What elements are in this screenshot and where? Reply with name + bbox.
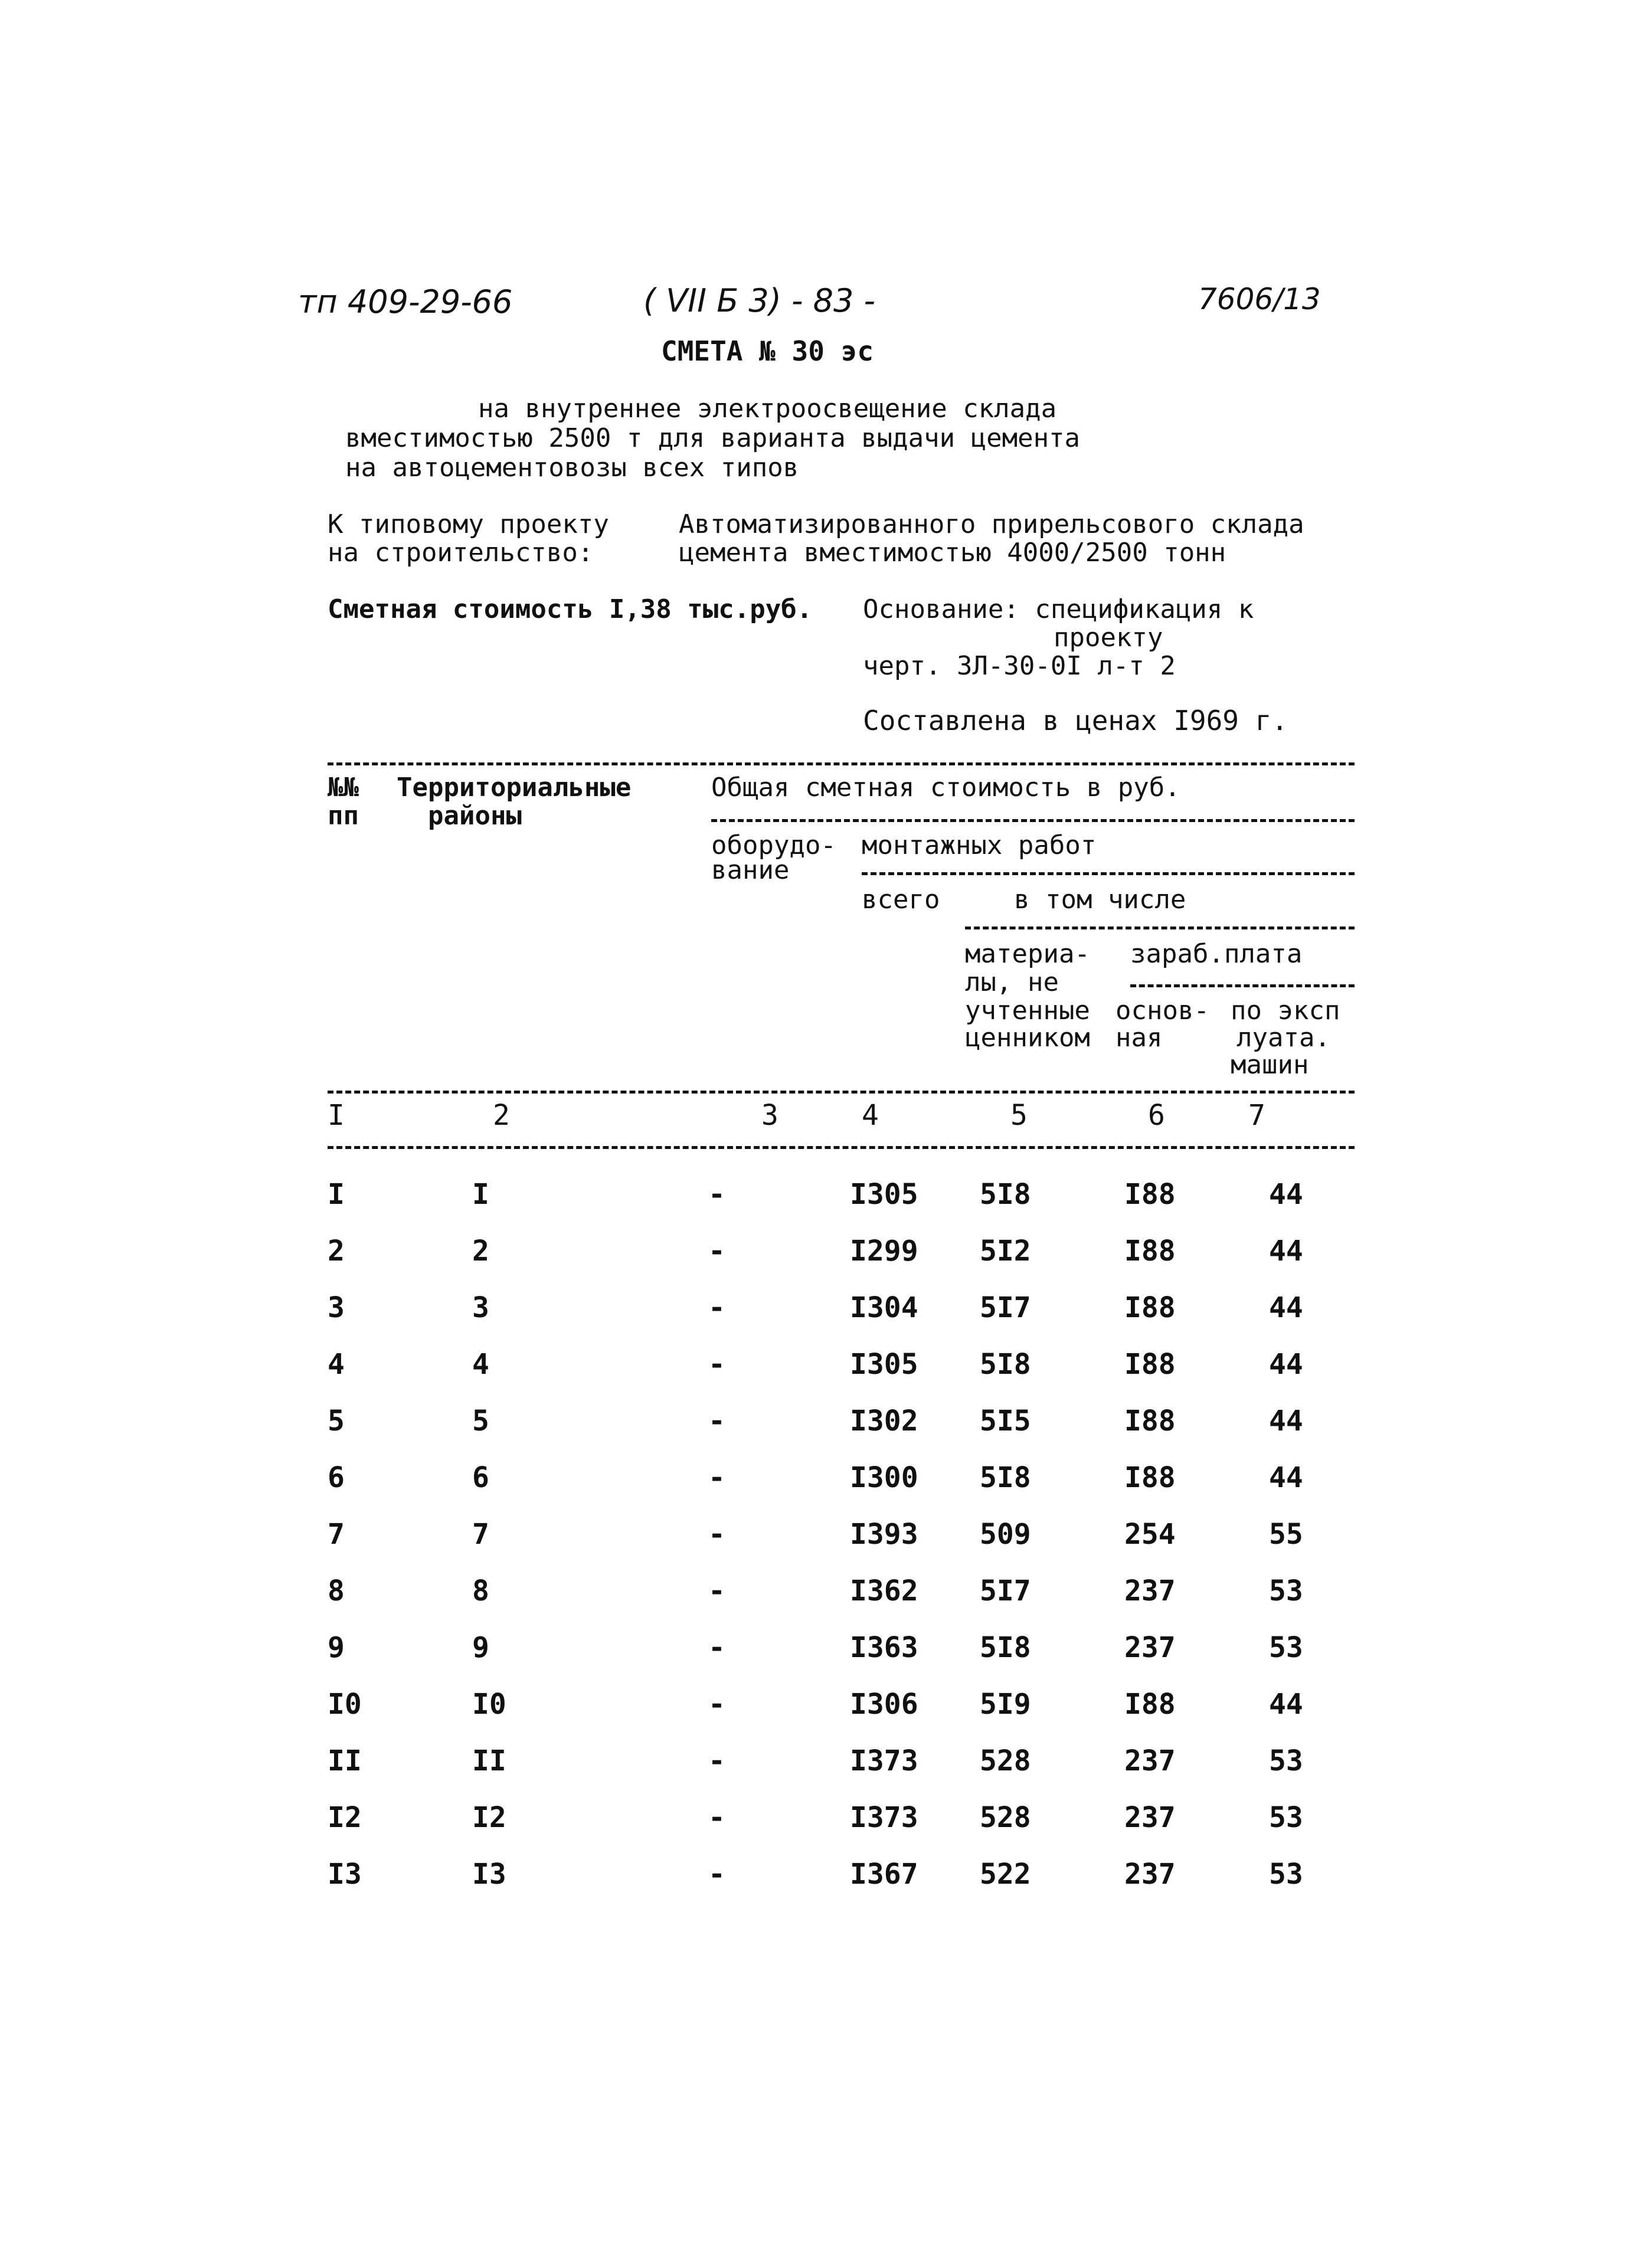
total-mount-cost-cell: I362 — [850, 1574, 918, 1608]
row-number-cell: 7 — [328, 1518, 345, 1551]
wage-sub-rule — [1130, 984, 1355, 987]
region-cell: 3 — [472, 1291, 489, 1324]
materials-cost-cell: 5I2 — [980, 1235, 1031, 1268]
materials-cost-cell: 522 — [980, 1858, 1031, 1891]
total-mount-cost-cell: I363 — [850, 1631, 918, 1664]
machine-wage-cell: 44 — [1269, 1688, 1303, 1721]
equipment-cost-cell: - — [708, 1801, 725, 1834]
project-value-2: цемента вместимостью 4000/2500 тонн — [679, 538, 1226, 568]
row-number-cell: I2 — [328, 1801, 362, 1834]
row-number-cell: 5 — [328, 1405, 345, 1438]
equipment-cost-cell: - — [708, 1405, 725, 1438]
materials-cost-cell: 528 — [980, 1744, 1031, 1777]
header-num-2: пп — [328, 801, 359, 831]
region-cell: 9 — [472, 1631, 489, 1664]
total-mount-cost-cell: I305 — [850, 1178, 918, 1211]
estimated-cost: Сметная стоимость I,38 тыс.руб. — [328, 594, 813, 624]
materials-cost-cell: 5I7 — [980, 1574, 1031, 1608]
region-cell: I — [472, 1178, 489, 1211]
row-number-cell: I — [328, 1178, 345, 1211]
machine-wage-cell: 53 — [1269, 1744, 1303, 1777]
row-number-cell: I0 — [328, 1688, 362, 1721]
region-cell: I2 — [472, 1801, 506, 1834]
basic-wage-cell: I88 — [1124, 1235, 1176, 1268]
basic-wage-cell: 237 — [1124, 1858, 1176, 1891]
col-number-6: 6 — [1148, 1099, 1165, 1132]
row-number-cell: 9 — [328, 1631, 345, 1664]
header-equip-2: вание — [711, 855, 790, 885]
total-mount-cost-cell: I300 — [850, 1461, 918, 1494]
header-basic-1: основ- — [1115, 996, 1209, 1026]
col-number-4: 4 — [862, 1099, 879, 1132]
album-page-stamp: ( VII Б 3) - 83 - — [643, 282, 876, 319]
materials-cost-cell: 5I5 — [980, 1405, 1031, 1438]
region-cell: I3 — [472, 1858, 506, 1891]
region-cell: 4 — [472, 1348, 489, 1381]
header-mat-2: лы, не — [965, 967, 1059, 997]
machine-wage-cell: 53 — [1269, 1801, 1303, 1834]
machine-wage-cell: 44 — [1269, 1235, 1303, 1268]
equipment-cost-cell: - — [708, 1348, 725, 1381]
machine-wage-cell: 53 — [1269, 1631, 1303, 1664]
machine-wage-cell: 44 — [1269, 1461, 1303, 1494]
header-mach-1: по эксп — [1231, 996, 1340, 1026]
machine-wage-cell: 53 — [1269, 1858, 1303, 1891]
equipment-cost-cell: - — [708, 1178, 725, 1211]
header-incl: в том числе — [1014, 885, 1186, 915]
region-cell: 8 — [472, 1574, 489, 1608]
header-total: Общая сметная стоимость в руб. — [711, 772, 1180, 803]
total-mount-cost-cell: I306 — [850, 1688, 918, 1721]
header-region-1: Территориальные — [397, 772, 632, 803]
total-sub-rule — [711, 819, 1355, 822]
row-number-cell: 8 — [328, 1574, 345, 1608]
region-cell: 5 — [472, 1405, 489, 1438]
region-cell: II — [472, 1744, 506, 1777]
col-number-5: 5 — [1010, 1099, 1028, 1132]
materials-cost-cell: 528 — [980, 1801, 1031, 1834]
header-basic-2: ная — [1115, 1023, 1163, 1053]
col-number-1: I — [328, 1099, 345, 1132]
row-number-cell: II — [328, 1744, 362, 1777]
equipment-cost-cell: - — [708, 1518, 725, 1551]
basic-wage-cell: I88 — [1124, 1178, 1176, 1211]
header-mat-4: ценником — [965, 1023, 1090, 1053]
incl-sub-rule — [965, 927, 1355, 929]
col-number-7: 7 — [1248, 1099, 1265, 1132]
basis-line-2: проекту — [1054, 623, 1163, 653]
basis-line-3: черт. ЗЛ-30-0I л-т 2 — [863, 651, 1176, 681]
row-number-cell: 2 — [328, 1235, 345, 1268]
header-wage: зараб.плата — [1130, 939, 1303, 969]
subject-line-3: на автоцементовозы всех типов — [345, 453, 799, 483]
basic-wage-cell: 237 — [1124, 1574, 1176, 1608]
materials-cost-cell: 5I7 — [980, 1291, 1031, 1324]
materials-cost-cell: 5I9 — [980, 1688, 1031, 1721]
region-cell: I0 — [472, 1688, 506, 1721]
total-mount-cost-cell: I373 — [850, 1744, 918, 1777]
total-mount-cost-cell: I367 — [850, 1858, 918, 1891]
machine-wage-cell: 55 — [1269, 1518, 1303, 1551]
materials-cost-cell: 5I8 — [980, 1631, 1031, 1664]
estimate-title: СМЕТА № 30 эс — [661, 335, 874, 367]
header-mat-3: учтенные — [965, 996, 1090, 1026]
machine-wage-cell: 44 — [1269, 1178, 1303, 1211]
basic-wage-cell: I88 — [1124, 1348, 1176, 1381]
header-all: всего — [862, 885, 940, 915]
basic-wage-cell: I88 — [1124, 1405, 1176, 1438]
total-mount-cost-cell: I299 — [850, 1235, 918, 1268]
machine-wage-cell: 44 — [1269, 1291, 1303, 1324]
header-equip-1: оборудо- — [711, 830, 836, 860]
equipment-cost-cell: - — [708, 1744, 725, 1777]
region-cell: 2 — [472, 1235, 489, 1268]
header-mount: монтажных работ — [862, 830, 1097, 860]
row-number-cell: I3 — [328, 1858, 362, 1891]
region-cell: 6 — [472, 1461, 489, 1494]
total-mount-cost-cell: I302 — [850, 1405, 918, 1438]
materials-cost-cell: 5I8 — [980, 1178, 1031, 1211]
col-number-3: 3 — [761, 1099, 778, 1132]
row-number-cell: 3 — [328, 1291, 345, 1324]
mount-sub-rule — [862, 872, 1355, 875]
equipment-cost-cell: - — [708, 1291, 725, 1324]
header-mach-3: машин — [1231, 1050, 1309, 1080]
col-number-2: 2 — [493, 1099, 510, 1132]
project-value-1: Автоматизированного прирельсового склада — [679, 509, 1304, 539]
row-number-cell: 6 — [328, 1461, 345, 1494]
equipment-cost-cell: - — [708, 1858, 725, 1891]
basic-wage-cell: 237 — [1124, 1801, 1176, 1834]
equipment-cost-cell: - — [708, 1631, 725, 1664]
header-mach-2: луата. — [1236, 1023, 1330, 1053]
price-level: Составлена в ценах I969 г. — [863, 705, 1288, 736]
basic-wage-cell: I88 — [1124, 1291, 1176, 1324]
machine-wage-cell: 44 — [1269, 1405, 1303, 1438]
basis-line-1: Основание: спецификация к — [863, 594, 1254, 624]
header-mat-1: материа- — [965, 939, 1090, 969]
header-num-1: №№ — [328, 772, 359, 803]
equipment-cost-cell: - — [708, 1235, 725, 1268]
project-label-1: К типовому проекту — [328, 509, 609, 539]
subject-line-2: вместимостью 2500 т для варианта выдачи цемента — [345, 423, 1081, 453]
total-mount-cost-cell: I304 — [850, 1291, 918, 1324]
basic-wage-cell: 237 — [1124, 1744, 1176, 1777]
basic-wage-cell: I88 — [1124, 1688, 1176, 1721]
total-mount-cost-cell: I373 — [850, 1801, 918, 1834]
row-number-cell: 4 — [328, 1348, 345, 1381]
machine-wage-cell: 53 — [1269, 1574, 1303, 1608]
materials-cost-cell: 5I8 — [980, 1461, 1031, 1494]
materials-cost-cell: 509 — [980, 1518, 1031, 1551]
machine-wage-cell: 44 — [1269, 1348, 1303, 1381]
basic-wage-cell: I88 — [1124, 1461, 1176, 1494]
equipment-cost-cell: - — [708, 1461, 725, 1494]
col-number-rule — [328, 1146, 1355, 1149]
basic-wage-cell: 254 — [1124, 1518, 1176, 1551]
total-mount-cost-cell: I305 — [850, 1348, 918, 1381]
equipment-cost-cell: - — [708, 1574, 725, 1608]
equipment-cost-cell: - — [708, 1688, 725, 1721]
project-code-stamp: тп 409-29-66 — [298, 283, 513, 320]
header-bottom-rule — [328, 1091, 1355, 1094]
region-cell: 7 — [472, 1518, 489, 1551]
sheet-number-stamp: 7606/13 — [1198, 282, 1321, 316]
basic-wage-cell: 237 — [1124, 1631, 1176, 1664]
table-top-rule — [328, 762, 1355, 765]
materials-cost-cell: 5I8 — [980, 1348, 1031, 1381]
header-region-2: районы — [428, 801, 522, 831]
subject-line-1: на внутреннее электроосвещение склада — [478, 394, 1057, 424]
total-mount-cost-cell: I393 — [850, 1518, 918, 1551]
project-label-2: на строительство: — [328, 538, 594, 568]
